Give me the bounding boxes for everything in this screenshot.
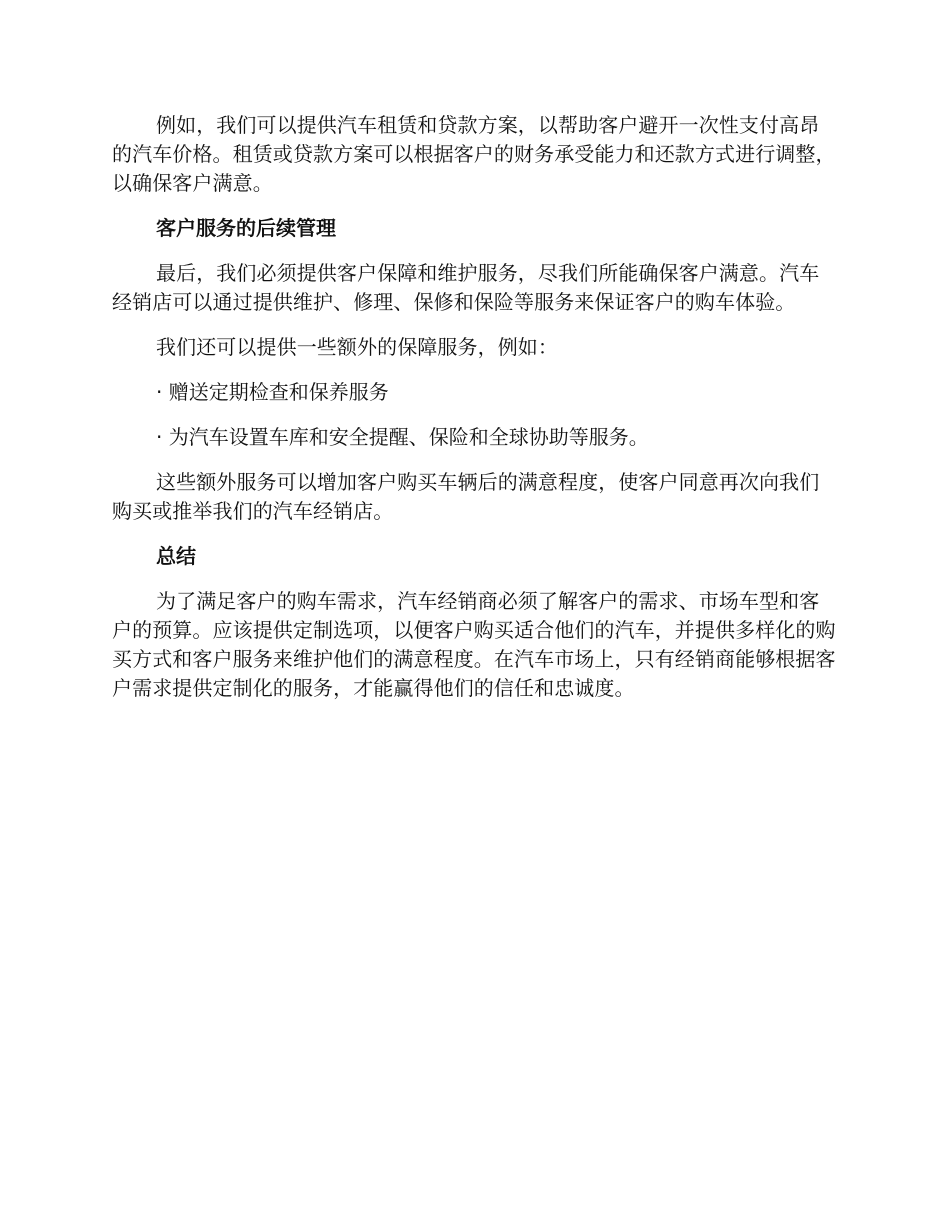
paragraph-summary: 为了满足客户的购车需求，汽车经销商必须了解客户的需求、市场车型和客户的预算。应该提供定制选项，以便客户购买适合他们的汽车，并提供多样化的购买方式和客户服务来维护他们的满意程度。在汽车市场上，只有经销商能够根据客户需求提供定制化的服务，才能赢得他们的信任和忠诚度。 bbox=[112, 589, 836, 700]
bullet-item-inspection: · 赠送定期检查和保养服务 bbox=[156, 380, 389, 404]
section-heading-summary: 总结 bbox=[156, 544, 196, 568]
bullet-item-garage-insurance: · 为汽车设置车库和安全提醒、保险和全球协助等服务。 bbox=[156, 425, 649, 449]
paragraph-leasing-loans: 例如，我们可以提供汽车租赁和贷款方案，以帮助客户避开一次性支付高昂的汽车价格。租赁或贷款方案可以根据客户的财务承受能力和还款方式进行调整，以确保客户满意。 bbox=[112, 113, 836, 195]
paragraph-extra-services-benefit: 这些额外服务可以增加客户购买车辆后的满意程度，使客户同意再次向我们购买或推举我们的汽车经销店。 bbox=[112, 470, 820, 523]
document-body bbox=[112, 111, 838, 719]
section-heading-after-sales: 客户服务的后续管理 bbox=[156, 216, 336, 240]
paragraph-extra-services-intro: 我们还可以提供一些额外的保障服务，例如： bbox=[156, 335, 558, 359]
paragraph-maintenance-service: 最后，我们必须提供客户保障和维护服务，尽我们所能确保客户满意。汽车经销店可以通过提供维护、修理、保修和保险等服务来保证客户的购车体验。 bbox=[112, 261, 820, 314]
